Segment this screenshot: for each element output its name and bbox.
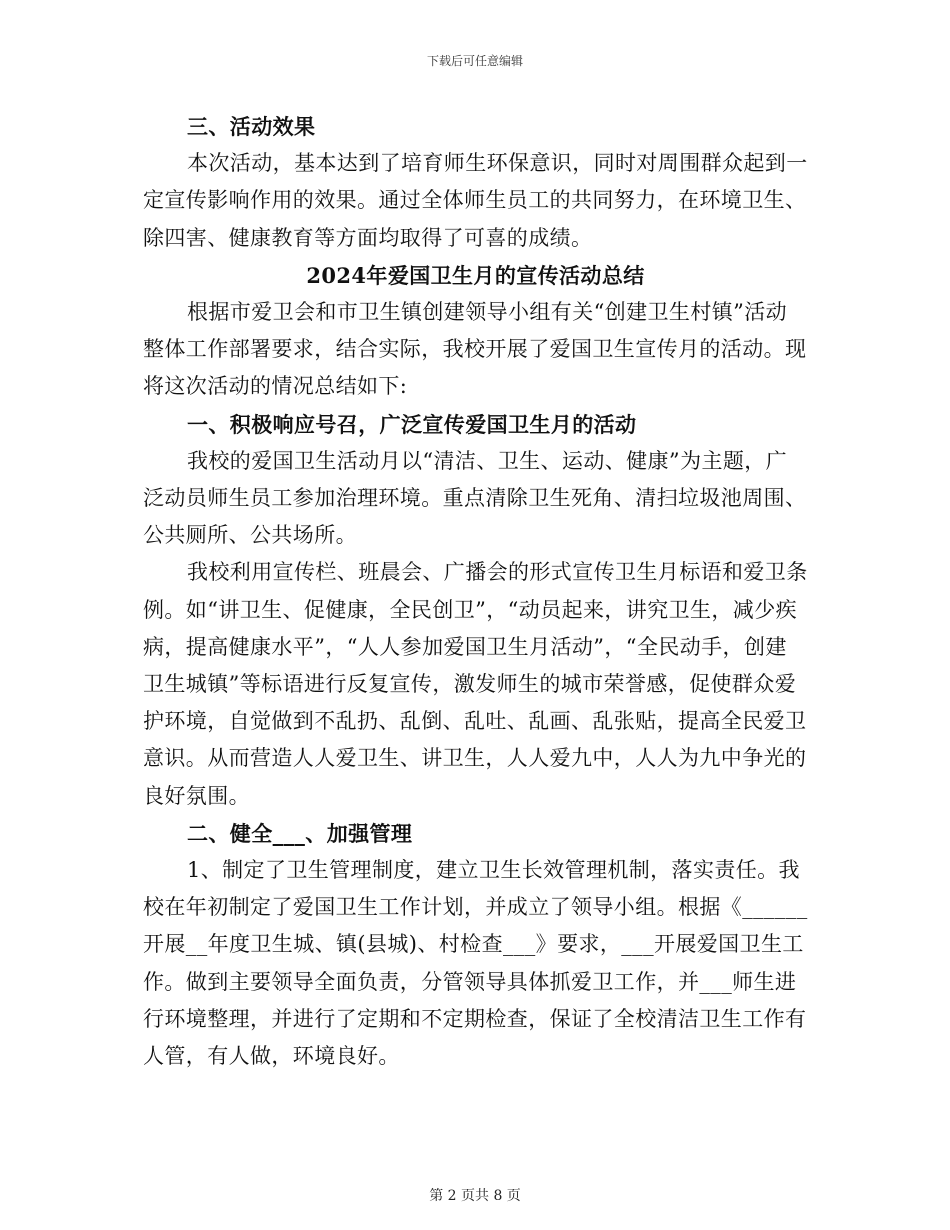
page-number: 第 2 页共 8 页 <box>429 1188 521 1204</box>
paragraph-system: 1、制定了卫生管理制度，建立卫生长效管理机制，落实责任。我校在年初制定了爱国卫生工作计划，并成立了领导小组。根据《______开展__年度卫生城、镇(县城)、村检查___》要求，___开展爱国卫生工作。做到主要领导全面负责，分管领导具体抓爱卫工作，并___师生进行环境整理，并进行了定期和不定期检查，保证了全校清洁卫生工作有人管，有人做，环境良好。 <box>143 858 808 1069</box>
section-heading-publicity: 一、积极响应号召，广泛宣传爱国卫生月的活动 <box>187 411 637 437</box>
paragraph-intro: 根据市爱卫会和市卫生镇创建领导小组有关“创建卫生村镇”活动整体工作部署要求，结合实际，我校开展了爱国卫生宣传月的活动。现将这次活动的情况总结如下: <box>143 300 807 399</box>
section-heading-management: 二、健全___、加强管理 <box>187 820 413 846</box>
page-header: 下载后可任意编辑 <box>426 54 523 68</box>
paragraph-effects: 本次活动，基本达到了培育师生环保意识，同时对周围群众起到一定宣传影响作用的效果。通过全体师生员工的共同努力，在环境卫生、除四害、健康教育等方面均取得了可喜的成绩。 <box>143 151 808 250</box>
section-heading-effects: 三、活动效果 <box>187 114 316 139</box>
paragraph-theme: 我校的爱国卫生活动月以“清洁、卫生、运动、健康”为主题，广泛动员师生员工参加治理环境。重点清除卫生死角、清扫垃圾池周围、公共厕所、公共场所。 <box>143 448 807 548</box>
document-title: 2024年爱国卫生月的宣传活动总结 <box>306 262 645 288</box>
paragraph-slogans: 我校利用宣传栏、班晨会、广播会的形式宣传卫生月标语和爱卫条例。如“讲卫生、促健康，全民创卫”，“动员起来，讲究卫生，减少疾病，提高健康水平”，“人人参加爱国卫生月活动”，“全民动手，创建卫生城镇”等标语进行反复宣传，激发师生的城市荣誉感，促使群众爱护环境，自觉做到不乱扔、乱倒、乱吐、乱画、乱张贴，提高全民爱卫意识。从而营造人人爱卫生、讲卫生，人人爱九中，人人为九中争光的良好氛围。 <box>143 560 808 808</box>
document-body <box>143 108 808 1075</box>
